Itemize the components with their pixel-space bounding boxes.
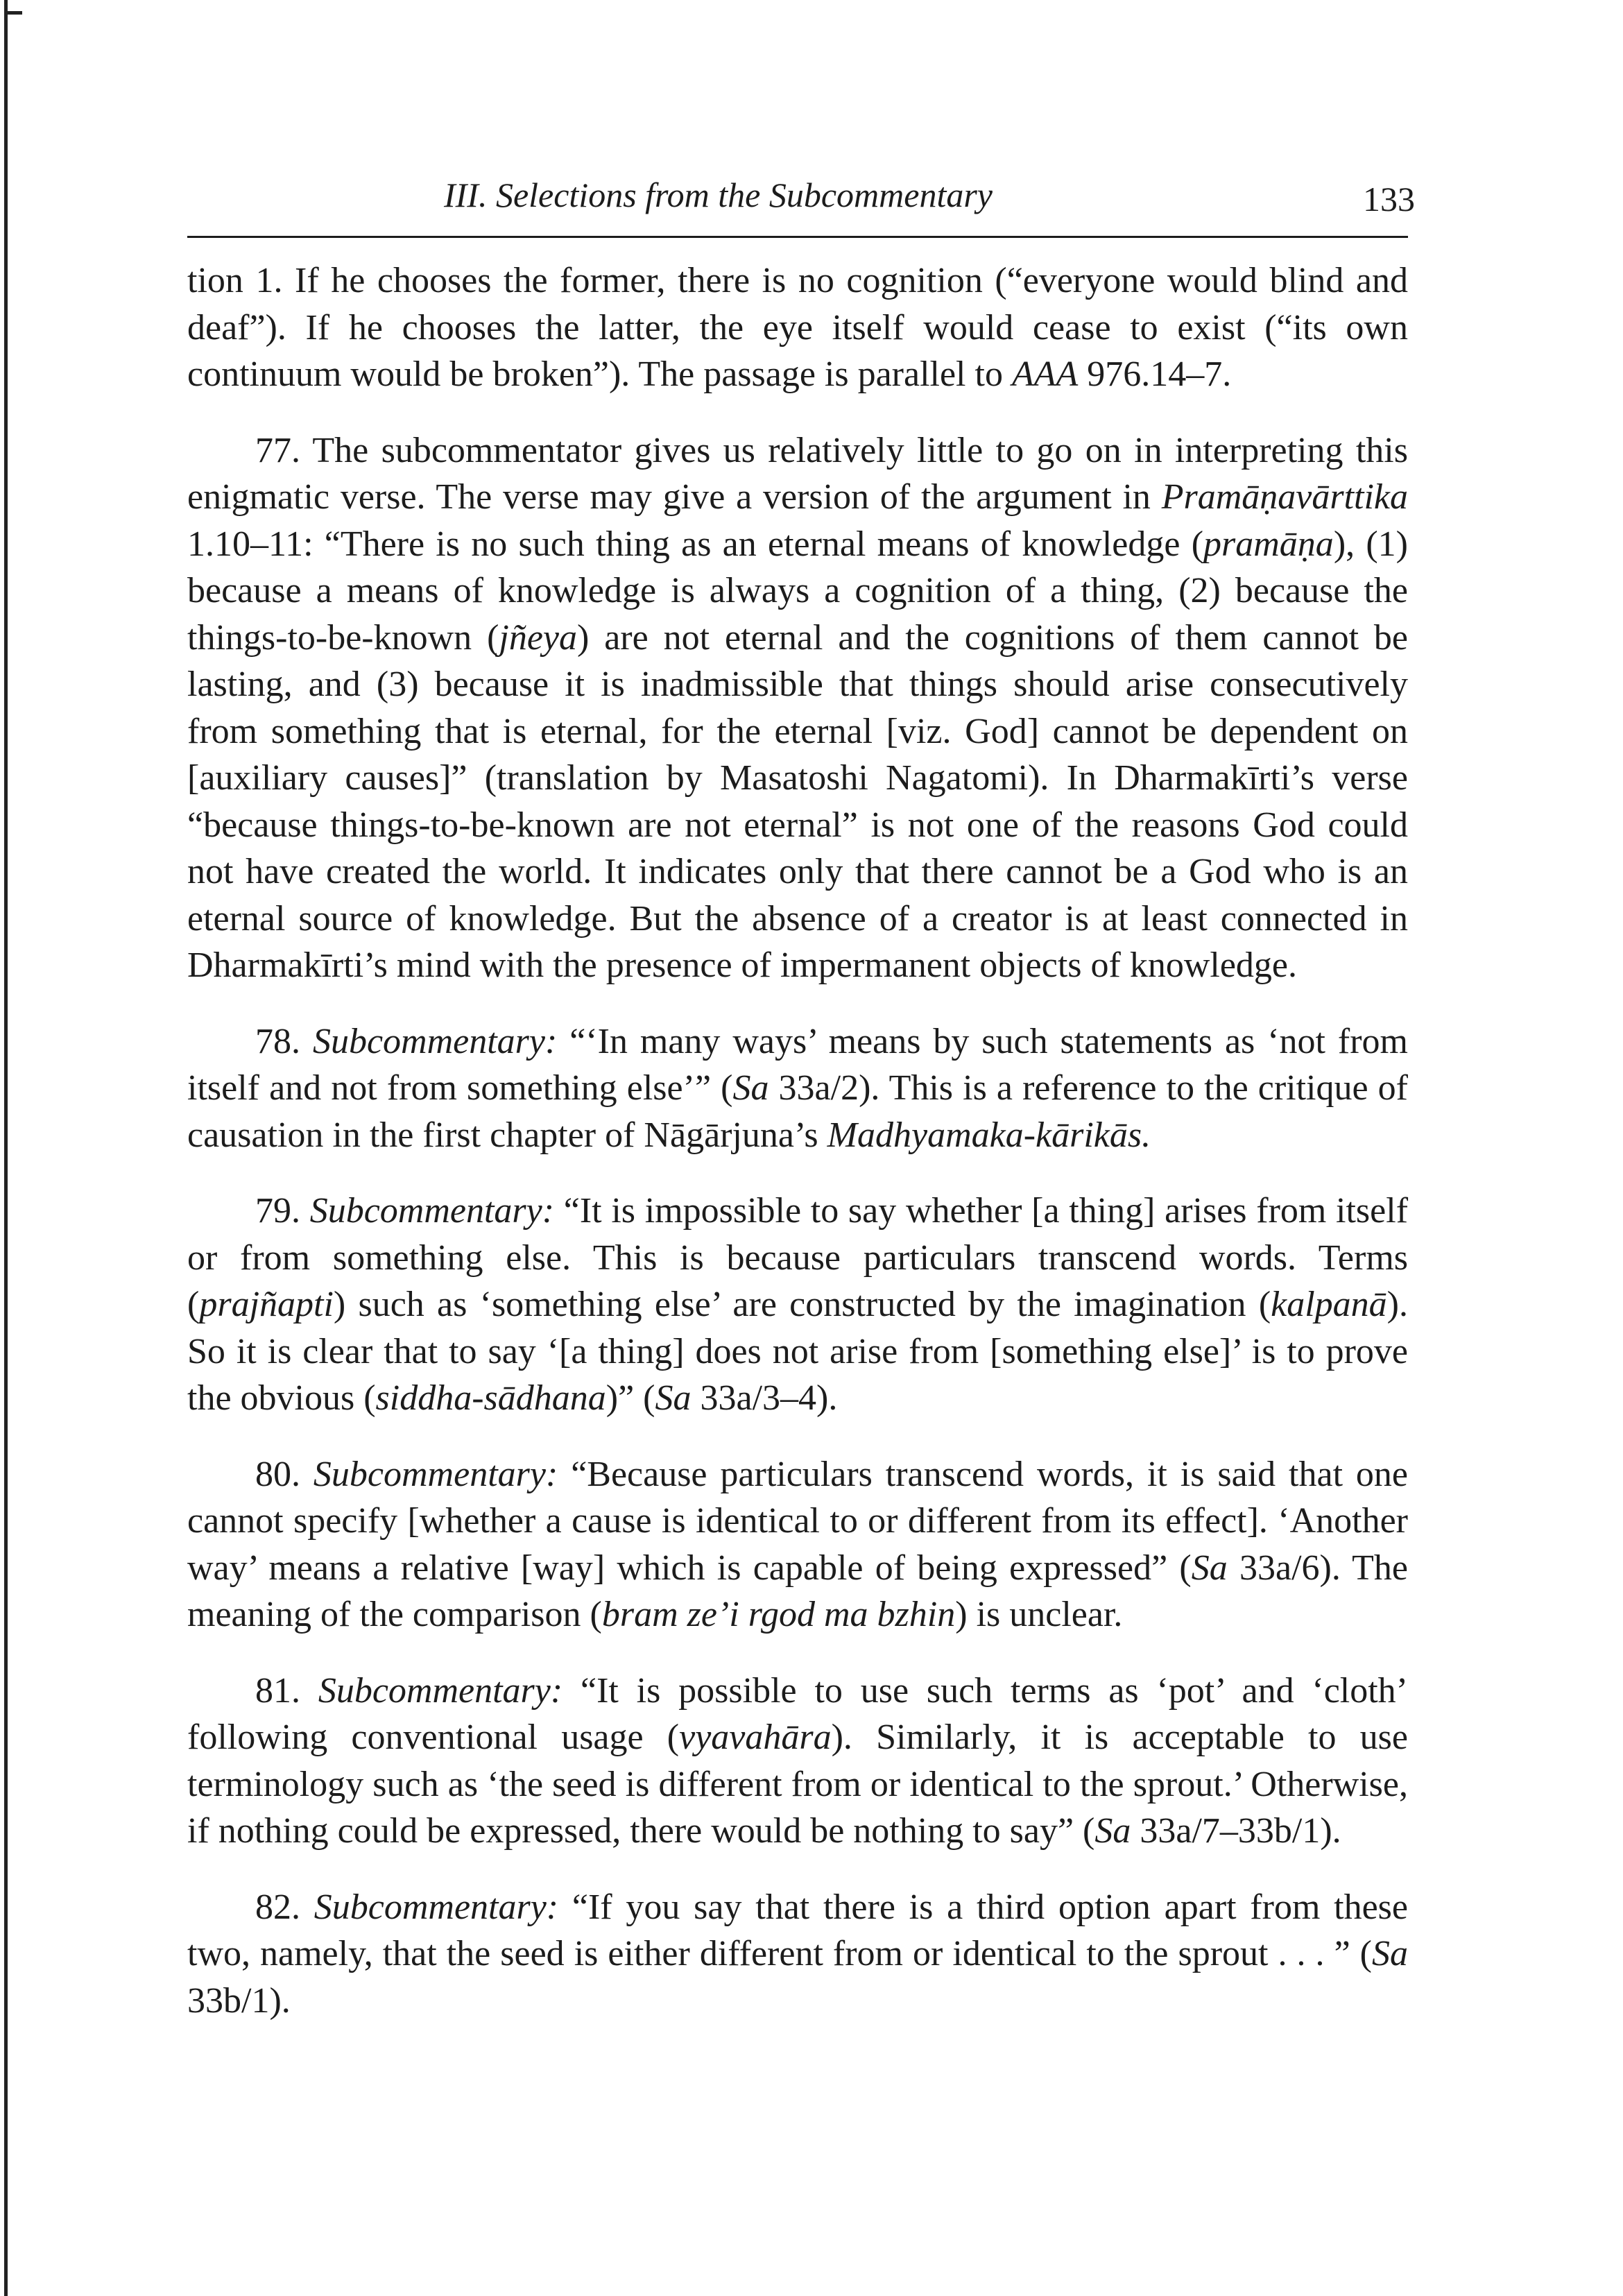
text-run: 1.10–11: “There is no such thing as an eternal means of knowledge ( xyxy=(187,524,1204,564)
book-page xyxy=(187,160,1415,2053)
text-run: 81. xyxy=(255,1670,318,1711)
text-run: 80. xyxy=(255,1454,314,1494)
text-run: “‘In many ways’ means by such statements as ‘not from itself and not from something else’” ( xyxy=(187,1021,1409,1108)
text-run: 33a/3–4). xyxy=(691,1378,838,1418)
italic-term: Sa xyxy=(1191,1548,1228,1588)
italic-term: AAA xyxy=(1011,354,1079,394)
text-run: “Because particulars transcend words, it is said that one cannot specify [whether a cause is identical to or different from its effect]. ‘Another way’ means a relative [way] which is capable of being expressed” ( xyxy=(187,1454,1409,1588)
note-82 xyxy=(187,1884,1408,2025)
italic-term: Subcommentary: xyxy=(314,1887,559,1927)
italic-term: jñeya xyxy=(499,617,577,658)
text-run: “If you say that there is a third option apart from these two, namely, that the seed is either different from or identical to the sprout . . . ” ( xyxy=(187,1887,1409,1973)
running-head xyxy=(187,160,1415,238)
italic-term: Subcommentary: xyxy=(309,1191,555,1231)
italic-term: Subcommentary: xyxy=(313,1454,558,1494)
italic-term: Subcommentary: xyxy=(318,1670,563,1711)
text-run: ) are not eternal and the cognitions of them cannot be lasting, and (3) because it is inadmissible that things should arise consecutively from something that is eternal, for the eternal [viz. God] cannot be dependent on [auxiliary causes]” (translation by Masatoshi Nagatomi). In Dharmakīrti’s verse “because things-to-be-known are not eternal” is not one of the reasons God could not have created the world. It indicates only that there cannot be a God who is an eternal source of knowledge. But the absence of a creator is at least connected in Dharmakīrti’s mind with the presence of impermanent objects of knowledge. xyxy=(187,617,1408,985)
text-run: 82. xyxy=(255,1887,314,1927)
note-78 xyxy=(187,1018,1408,1159)
italic-term: Sa xyxy=(655,1378,692,1418)
italic-term: siddha-sādhana xyxy=(375,1378,606,1418)
text-run: ), (1) because a means of knowledge is always a cognition of a thing, (2) because the things-to-be-known ( xyxy=(187,524,1408,658)
text-run: ) is unclear. xyxy=(955,1595,1123,1634)
body-text xyxy=(187,257,1408,2024)
note-81 xyxy=(187,1668,1408,1855)
note-80 xyxy=(187,1451,1408,1638)
page-number: 133 xyxy=(1363,180,1415,219)
text-run: 33a/6). The meaning of the comparison ( xyxy=(187,1548,1409,1634)
text-run: 33b/1). xyxy=(187,1980,291,2021)
italic-term: kalpanā xyxy=(1271,1285,1387,1324)
text-run: 78. xyxy=(255,1021,313,1061)
text-run: ). So it is clear that to say ‘[a thing] does not arise from [something else]’ is to prove the obvious ( xyxy=(187,1285,1408,1418)
text-run: ) such as ‘something else’ are constructed by the imagination ( xyxy=(333,1285,1271,1324)
italic-term: Subcommentary: xyxy=(312,1021,558,1061)
italic-term: Sa xyxy=(1094,1811,1131,1851)
binding-edge-corner xyxy=(4,11,22,15)
text-run: )” ( xyxy=(606,1378,655,1418)
binding-edge xyxy=(4,0,8,2296)
italic-term: Sa xyxy=(732,1068,769,1108)
italic-term: bram ze’i rgod ma bzhin xyxy=(601,1595,956,1634)
note-79 xyxy=(187,1188,1408,1422)
text-run: 33a/2). This is a reference to the critique of causation in the first chapter of Nāgārjuna’s xyxy=(187,1068,1409,1155)
paragraph-continuation xyxy=(187,257,1408,398)
italic-term: prajñapti xyxy=(199,1285,334,1324)
text-run: “It is impossible to say whether [a thing] arises from itself or from something else. This is because particulars transcend words. Terms ( xyxy=(187,1191,1409,1324)
text-run: tion 1. If he chooses the former, there is no cognition (“everyone would blind and deaf”). If he chooses the latter, the eye itself would cease to exist (“its own continuum would be broken”). The passage is parallel to xyxy=(187,261,1408,394)
running-head-title: III. Selections from the Subcommentary xyxy=(444,175,993,214)
italic-term: Madhyamaka-kārikās. xyxy=(827,1115,1151,1155)
text-run: “It is possible to use such terms as ‘pot’ and ‘cloth’ following conventional usage ( xyxy=(187,1670,1409,1757)
italic-term: Sa xyxy=(1372,1934,1408,1973)
text-run: 79. xyxy=(255,1191,310,1231)
text-run: 77. The subcommentator gives us relatively little to go on in interpreting this enigmatic verse. The verse may give a version of the argument in xyxy=(187,430,1408,517)
italic-term: vyavahāra xyxy=(679,1717,832,1757)
text-run: 33a/7–33b/1). xyxy=(1131,1811,1341,1851)
italic-term: Pramāṇavārttika xyxy=(1161,477,1408,517)
text-run: 976.14–7. xyxy=(1078,354,1232,394)
italic-term: pramāṇa xyxy=(1203,524,1334,564)
text-run: ). Similarly, it is acceptable to use terminology such as ‘the seed is different from or identical to the sprout.’ Otherwise, if nothing could be expressed, there would be nothing to say” ( xyxy=(187,1717,1408,1851)
note-77 xyxy=(187,427,1408,989)
